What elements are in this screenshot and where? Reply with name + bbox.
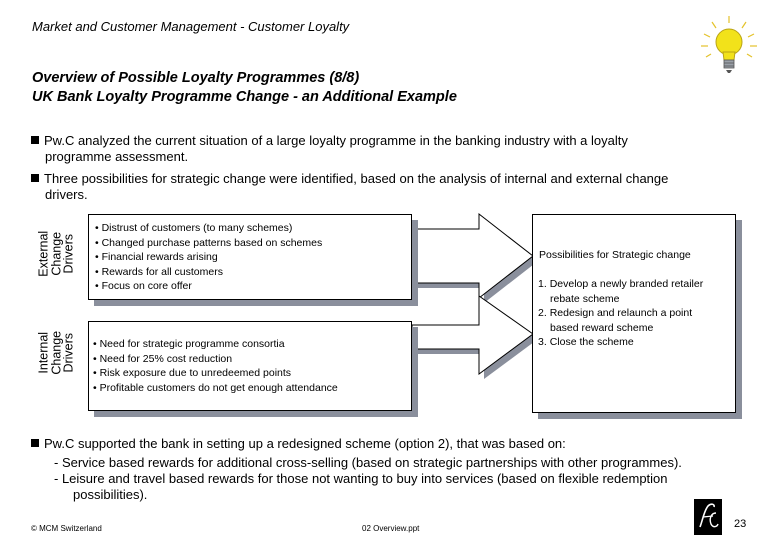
external-drivers-label: External Change Drivers bbox=[36, 230, 76, 277]
section-title: Market and Customer Management - Customer Loyalty bbox=[32, 19, 350, 34]
footer-filename: 02 Overview.ppt bbox=[362, 524, 420, 533]
list-item: • Focus on core offer bbox=[95, 279, 411, 294]
square-bullet-icon bbox=[31, 439, 39, 447]
list-item: • Risk exposure due to unredeemed points bbox=[93, 366, 411, 381]
bullet-conclusion: Pw.C supported the bank in setting up a redesigned scheme (option 2), that was based on: - Service based rewards for additional cross-selling (based on strategic partnerships with other programmes). - Leisure and travel based rewards for those not wanting to buy into services (based on flexible redemption possibilities). bbox=[31, 436, 756, 503]
possibilities-options: 1. Develop a newly branded retailer rebate scheme 2. Redesign and relaunch a point based reward scheme 3. Close the scheme bbox=[538, 277, 734, 350]
title-line-2: UK Bank Loyalty Programme Change - an Additional Example bbox=[32, 89, 457, 105]
bullet-analysis: Pw.C analyzed the current situation of a large loyalty programme in the banking industry with a loyalty programme assessment. bbox=[31, 133, 751, 165]
external-drivers-box bbox=[88, 214, 412, 300]
list-item: • Need for strategic programme consortia bbox=[93, 337, 411, 352]
option-item: 3. Close the scheme bbox=[538, 336, 634, 348]
list-item: • Rewards for all customers bbox=[95, 265, 411, 280]
mcm-logo-icon bbox=[694, 499, 722, 535]
arrow-bottom bbox=[412, 296, 533, 374]
footer-copyright: © MCM Switzerland bbox=[31, 524, 102, 533]
list-item: • Financial rewards arising bbox=[95, 250, 411, 265]
list-item: • Need for 25% cost reduction bbox=[93, 352, 411, 367]
bullet-possibilities: Three possibilities for strategic change were identified, based on the analysis of internal and external change drivers. bbox=[31, 171, 751, 203]
internal-drivers-label: Internal Change Drivers bbox=[36, 330, 76, 375]
list-item: • Changed purchase patterns based on schemes bbox=[95, 236, 411, 251]
page-number: 23 bbox=[734, 518, 747, 530]
list-item: • Profitable customers do not get enough attendance bbox=[93, 381, 411, 396]
list-item: • Distrust of customers (to many schemes) bbox=[95, 221, 411, 236]
internal-drivers-box bbox=[88, 321, 412, 411]
option-item: 1. Develop a newly branded retailer bbox=[538, 278, 704, 290]
possibilities-box bbox=[532, 214, 736, 413]
title-line-1: Overview of Possible Loyalty Programmes (8/8) bbox=[32, 70, 360, 86]
option-item: 2. Redesign and relaunch a point bbox=[538, 307, 693, 319]
possibilities-title: Possibilities for Strategic change bbox=[539, 249, 691, 261]
